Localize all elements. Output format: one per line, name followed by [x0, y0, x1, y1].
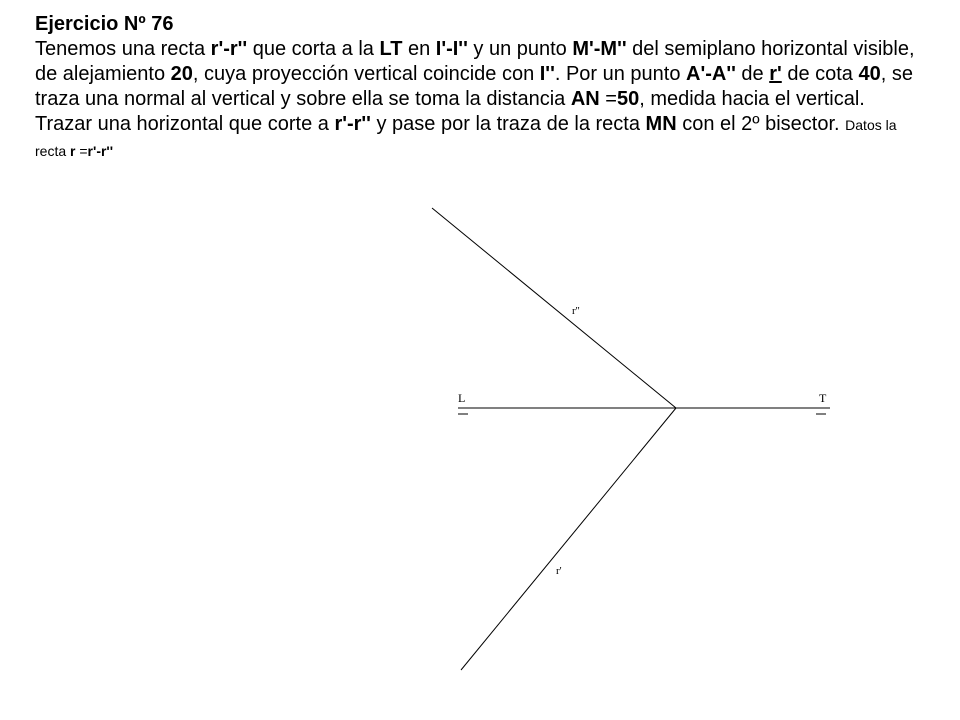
- text-segment: , cuya proyección vertical coincide con: [192, 63, 540, 85]
- text-segment: de cota: [781, 63, 859, 85]
- label-l: L: [458, 391, 466, 405]
- text-segment: del semiplano horizontal visible, de alejamiento: [35, 38, 915, 85]
- text-segment: =: [599, 88, 617, 110]
- line-r-horizontal-projection: [461, 408, 676, 670]
- text-bold: r: [70, 143, 76, 159]
- text-bold: r'-r'': [334, 113, 371, 135]
- text-segment: =: [75, 143, 88, 159]
- label-r-horizontal: r': [556, 565, 562, 577]
- text-bold: A'-A'': [686, 63, 736, 85]
- text-bold: 40: [858, 63, 881, 85]
- text-segment: Tenemos una recta: [35, 38, 211, 60]
- text-segment: . Por un punto: [554, 63, 687, 85]
- text-segment: , medida hacia el vertical. Trazar una horizontal que corte a: [35, 88, 865, 135]
- exercise-title: Ejercicio Nº 76: [35, 13, 174, 35]
- label-t: T: [819, 391, 827, 405]
- text-segment: , se traza una normal al vertical y sobre ella se toma la distancia: [35, 63, 913, 110]
- text-segment: de: [735, 63, 770, 85]
- text-bold: M'-M'': [572, 38, 627, 60]
- text-bold: r'-r'': [210, 38, 248, 60]
- text-bold: LT: [379, 38, 403, 60]
- text-segment: en: [402, 38, 436, 60]
- text-segment: que corta a la: [247, 38, 380, 60]
- text-bold: 50: [616, 88, 640, 110]
- text-bold: r'-r'': [87, 143, 114, 159]
- text-bold: I'-I'': [435, 38, 468, 60]
- text-segment: y pase por la traza de la recta: [370, 113, 646, 135]
- line-r-vertical-projection: [432, 208, 676, 408]
- label-r-vertical: r'': [572, 305, 580, 317]
- text-segment: y un punto: [467, 38, 573, 60]
- text-segment: Datos la recta: [35, 117, 897, 159]
- text-bold: MN: [645, 113, 677, 135]
- text-bold: I'': [539, 63, 555, 85]
- text-bold: 20: [170, 63, 193, 85]
- text-bold-underlined: r': [769, 63, 782, 85]
- text-segment: con el 2º bisector.: [676, 113, 846, 135]
- text-bold: AN: [570, 88, 600, 110]
